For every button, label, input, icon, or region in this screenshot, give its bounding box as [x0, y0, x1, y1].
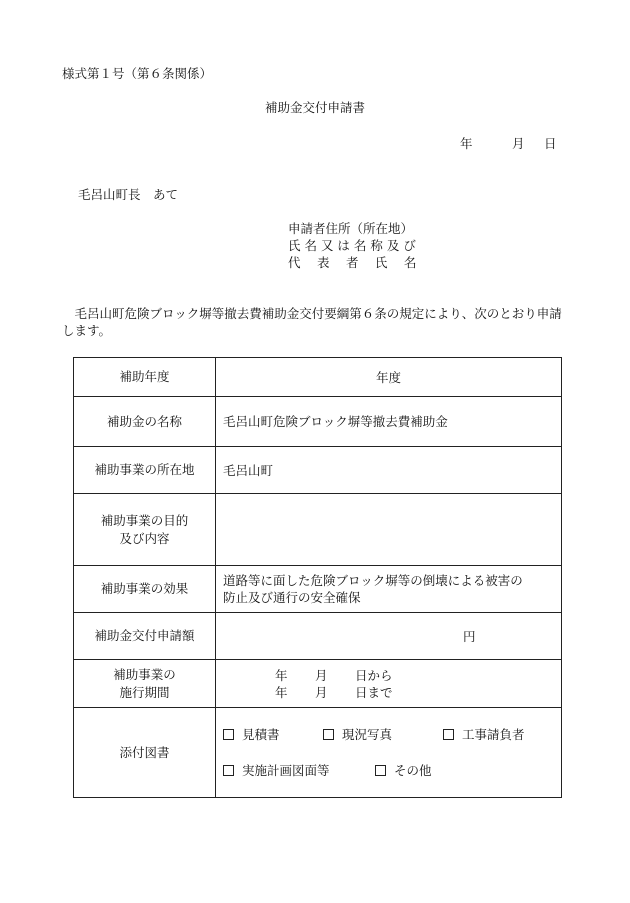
date-month: 月 [512, 136, 525, 151]
date-year: 年 [460, 136, 473, 151]
checkbox-icon[interactable] [323, 729, 334, 740]
row-fiscal-year [74, 358, 562, 397]
applicant-block [288, 220, 416, 271]
checkbox-icon[interactable] [443, 729, 454, 740]
amount-field[interactable] [216, 613, 562, 660]
attachment-contractor-label: 工事請負者 [462, 726, 525, 742]
amount-label: 補助金交付申請額 [74, 613, 216, 660]
attachment-plan-drawings[interactable] [223, 762, 375, 780]
attachment-estimate[interactable] [223, 726, 323, 744]
row-subsidy-name [74, 397, 562, 447]
effect-value-line2: 防止及び通行の安全確保 [223, 590, 361, 605]
fiscal-year-label: 補助年度 [74, 358, 216, 397]
attachment-photos[interactable] [323, 726, 443, 744]
subsidy-name-label: 補助金の名称 [74, 397, 216, 447]
effect-label: 補助事業の効果 [74, 566, 216, 613]
attachments-label: 添付図書 [74, 708, 216, 798]
purpose-field[interactable] [216, 494, 562, 566]
application-date [460, 134, 557, 152]
attachment-photos-label: 現況写真 [342, 726, 393, 742]
row-effect [74, 566, 562, 613]
period-end [223, 684, 561, 701]
row-attachments [74, 708, 562, 798]
date-day: 日 [544, 136, 557, 151]
location-label: 補助事業の所在地 [74, 447, 216, 494]
period-label-line1: 補助事業の [113, 666, 176, 682]
effect-value-line1: 道路等に面した危険ブロック塀等の倒壊による被害の [223, 573, 523, 588]
attachment-other-label: その他 [394, 762, 432, 778]
subsidy-name-value: 毛呂山町危険ブロック塀等撤去費補助金 [216, 397, 562, 447]
application-statement: 毛呂山町危険ブロック塀等撤去費補助金交付要綱第６条の規定により、次のとおり申請します。 [62, 306, 562, 338]
form-number: 様式第１号（第６条関係） [62, 66, 213, 81]
period-end-year: 年 [275, 684, 288, 700]
row-period [74, 660, 562, 708]
yen-unit: 円 [463, 628, 476, 644]
checkbox-icon[interactable] [375, 765, 386, 776]
checkbox-icon[interactable] [223, 765, 234, 776]
purpose-label-line1: 補助事業の目的 [100, 512, 189, 528]
fiscal-year-field[interactable]: 年度 [216, 358, 562, 397]
purpose-label-line2: 及び内容 [119, 530, 170, 546]
addressee: 毛呂山町長 あて [78, 187, 179, 202]
row-purpose [74, 494, 562, 566]
period-start-day: 日から [355, 667, 393, 683]
period-label-line2: 施行期間 [119, 684, 170, 700]
purpose-label [74, 494, 216, 566]
attachment-estimate-label: 見積書 [242, 726, 280, 742]
applicant-address-label: 申請者住所（所在地） [288, 221, 414, 236]
applicant-representative-label: 代 表 者 氏 名 [288, 255, 417, 270]
period-start [223, 667, 561, 684]
application-table [73, 357, 562, 798]
row-location [74, 447, 562, 494]
applicant-name-label: 氏 名 又 は 名 称 及 び [288, 238, 416, 253]
period-label [74, 660, 216, 708]
attachments-row-2 [223, 762, 561, 780]
attachment-contractor[interactable] [443, 726, 525, 744]
attachments-field [216, 708, 562, 798]
row-amount [74, 613, 562, 660]
period-field[interactable] [216, 660, 562, 708]
attachments-row-1 [223, 726, 561, 744]
period-end-month: 月 [315, 684, 328, 700]
page-title: 補助金交付申請書 [264, 100, 365, 115]
period-start-month: 月 [315, 667, 328, 683]
period-end-day: 日まで [355, 684, 393, 700]
attachment-plan-drawings-label: 実施計画図面等 [242, 762, 330, 778]
location-field[interactable]: 毛呂山町 [216, 447, 562, 494]
attachment-other[interactable] [375, 762, 432, 780]
checkbox-icon[interactable] [223, 729, 234, 740]
period-start-year: 年 [275, 667, 288, 683]
effect-value [216, 566, 562, 613]
